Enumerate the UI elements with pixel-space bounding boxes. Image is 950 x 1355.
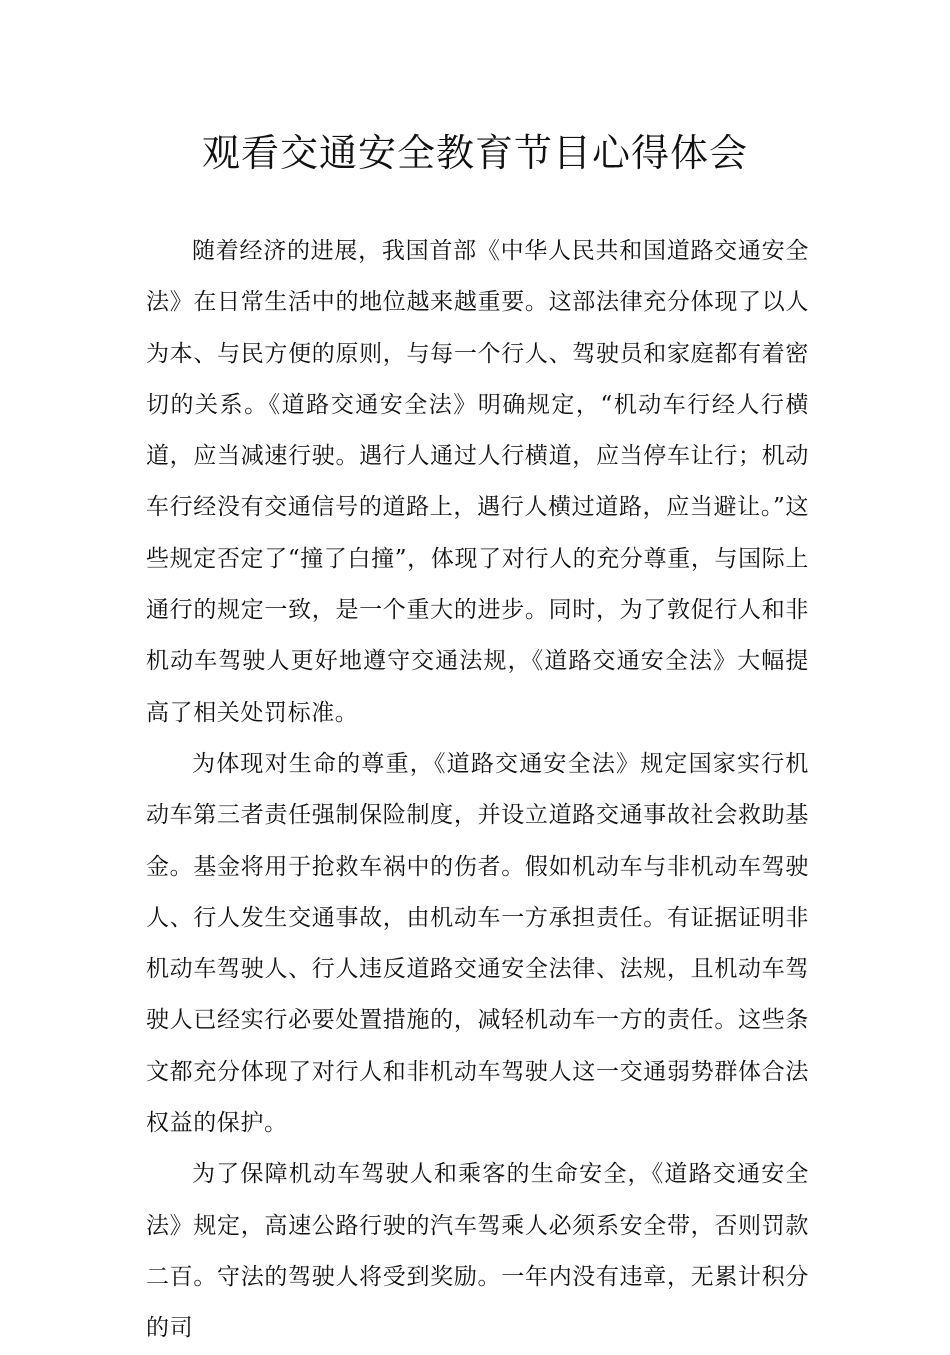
paragraph-1: 随着经济的进展，我国首部《中华人民共和国道路交通安全法》在日常生活中的地位越来越重要。这部法律充分体现了以人为本、与民方便的原则，与每一个行人、驾驶员和家庭都有着密切的关系。《道路交通安全法》明确规定，“机动车行经人行横道，应当减速行驶。遇行人通过人行横道，应当停车让行；机动车行经没有交通信号的道路上，遇行人横过道路，应当避让。”这些规定否定了“撞了白撞”，体现了对行人的充分尊重，与国际上通行的规定一致，是一个重大的进步。同时，为了敦促行人和非机动车驾驶人更好地遵守交通法规，《道路交通安全法》大幅提高了相关处罚标准。 — [146, 238, 809, 726]
paragraph-3: 为了保障机动车驾驶人和乘客的生命安全，《道路交通安全法》规定，高速公路行驶的汽车驾乘人必须系安全带，否则罚款二百。守法的驾驶人将受到奖励。一年内没有违章，无累计积分的司 — [146, 1161, 809, 1342]
document-title: 观看交通安全教育节目心得体会 — [201, 131, 748, 175]
document-body — [146, 226, 809, 1355]
paragraph-2: 为体现对生命的尊重，《道路交通安全法》规定国家实行机动车第三者责任强制保险制度，并设立道路交通事故社会救助基金。基金将用于抢救车祸中的伤者。假如机动车与非机动车驾驶人、行人发生交通事故，由机动车一方承担责任。有证据证明非机动车驾驶人、行人违反道路交通安全法律、法规，且机动车驾驶人已经实行必要处置措施的，减轻机动车一方的责任。这些条文都充分体现了对行人和非机动车驾驶人这一交通弱势群体合法权益的保护。 — [146, 750, 809, 1137]
